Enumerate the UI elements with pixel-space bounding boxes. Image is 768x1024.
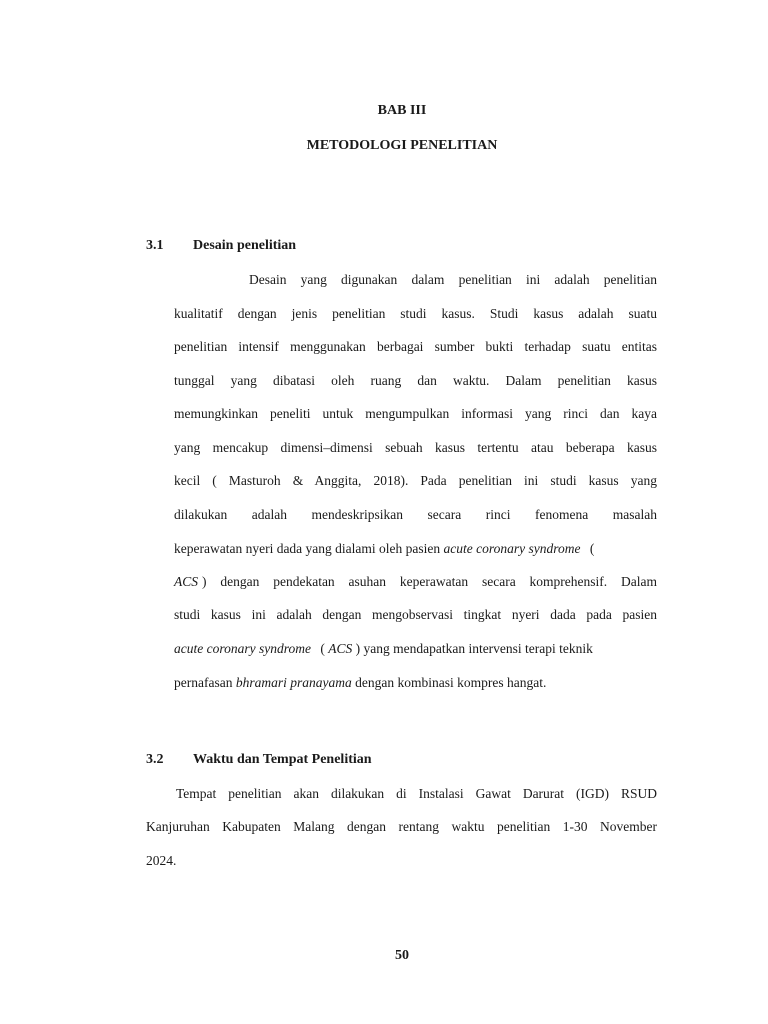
paragraph-line xyxy=(174,541,594,557)
italic-term: ACS xyxy=(174,574,199,589)
paragraph-line: 2024. xyxy=(146,853,177,868)
paragraph-line xyxy=(174,675,546,691)
section-number: 3.2 xyxy=(146,752,164,767)
paragraph-line: memungkinkan peneliti untuk mengumpulkan informasi yang rinci dan kaya xyxy=(174,406,657,421)
paragraph-line: studi kasus ini adalah dengan mengobservasi tingkat nyeri dada pada pasien xyxy=(174,607,657,622)
line-text: ) dengan pendekatan asuhan keperawatan secara komprehensif. Dalam xyxy=(202,574,657,589)
section-number: 3.1 xyxy=(146,238,164,253)
chapter-label: BAB III xyxy=(377,103,427,118)
italic-term: acute coronary syndrome xyxy=(443,541,581,556)
paragraph-line xyxy=(174,641,593,657)
line-text: ) yang mendapatkan intervensi terapi teknik xyxy=(355,641,593,656)
line-text: ( xyxy=(589,541,595,556)
paragraph-line: penelitian intensif menggunakan berbagai sumber bukti terhadap suatu entitas xyxy=(174,339,657,354)
paragraph-line: kualitatif dengan jenis penelitian studi kasus. Studi kasus adalah suatu xyxy=(174,306,657,321)
section-heading: Desain penelitian xyxy=(193,238,297,253)
italic-term: bhramari pranayama xyxy=(235,675,352,690)
section-heading: Waktu dan Tempat Penelitian xyxy=(193,752,372,767)
page-number: 50 xyxy=(395,948,409,963)
italic-term: acute coronary syndrome xyxy=(174,641,311,656)
paragraph-line: kecil ( Masturoh & Anggita, 2018). Pada penelitian ini studi kasus yang xyxy=(174,473,657,488)
italic-term: ACS xyxy=(328,641,353,656)
paragraph-line: dilakukan adalah mendeskripsikan secara rinci fenomena masalah xyxy=(174,507,657,522)
paragraph-line: Tempat penelitian akan dilakukan di Instalasi Gawat Darurat (IGD) RSUD xyxy=(176,786,657,801)
paragraph-line: tunggal yang dibatasi oleh ruang dan waktu. Dalam penelitian kasus xyxy=(174,373,657,388)
line-text: keperawatan nyeri dada yang dialami oleh pasien xyxy=(174,541,441,556)
paragraph-line xyxy=(174,574,657,590)
paragraph-line: yang mencakup dimensi–dimensi sebuah kasus tertentu atau beberapa kasus xyxy=(174,440,657,455)
line-text: dengan kombinasi kompres hangat. xyxy=(355,675,547,690)
paragraph-line: Desain yang digunakan dalam penelitian ini adalah penelitian xyxy=(249,272,657,287)
paragraph-line: Kanjuruhan Kabupaten Malang dengan rentang waktu penelitian 1-30 November xyxy=(146,819,657,834)
line-text: pernafasan xyxy=(174,675,233,690)
line-text: ( xyxy=(320,641,325,656)
chapter-title: METODOLOGI PENELITIAN xyxy=(306,138,498,153)
